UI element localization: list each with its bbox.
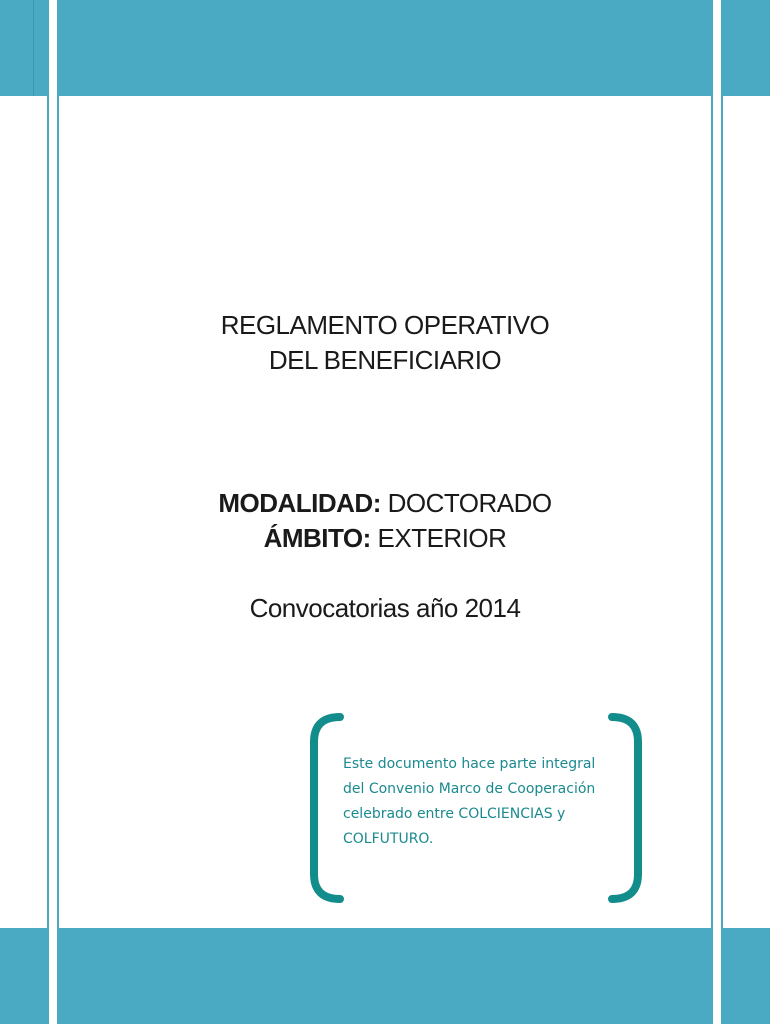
title-line-2: DEL BENEFICIARIO <box>268 345 502 375</box>
note-line: Este documento hace parte integral <box>343 756 596 772</box>
document-meta <box>0 486 770 556</box>
top-band <box>58 0 712 96</box>
ambito-line <box>0 521 770 556</box>
left-bracket-icon <box>306 712 346 904</box>
note-line: del Convenio Marco de Cooperación <box>343 781 596 797</box>
top-band-left <box>0 0 48 96</box>
top-band-right <box>722 0 770 96</box>
ambito-label: ÁMBITO: <box>263 523 371 553</box>
convocatorias-text: Convocatorias año 2014 <box>249 593 521 623</box>
modalidad-label: MODALIDAD: <box>218 488 381 518</box>
note-line: COLFUTURO. <box>343 831 434 847</box>
bottom-band-right <box>722 928 770 1024</box>
modalidad-line <box>0 486 770 521</box>
convenio-note <box>343 752 615 852</box>
frame-line-top-left-edge <box>33 0 34 96</box>
bottom-band <box>58 928 712 1024</box>
note-line: celebrado entre COLCIENCIAS y <box>343 806 566 822</box>
ambito-value: EXTERIOR <box>370 523 507 553</box>
title-line-1: REGLAMENTO OPERATIVO <box>220 310 550 340</box>
bottom-band-left <box>0 928 48 1024</box>
modalidad-value: DOCTORADO <box>380 488 552 518</box>
document-title <box>0 308 770 378</box>
